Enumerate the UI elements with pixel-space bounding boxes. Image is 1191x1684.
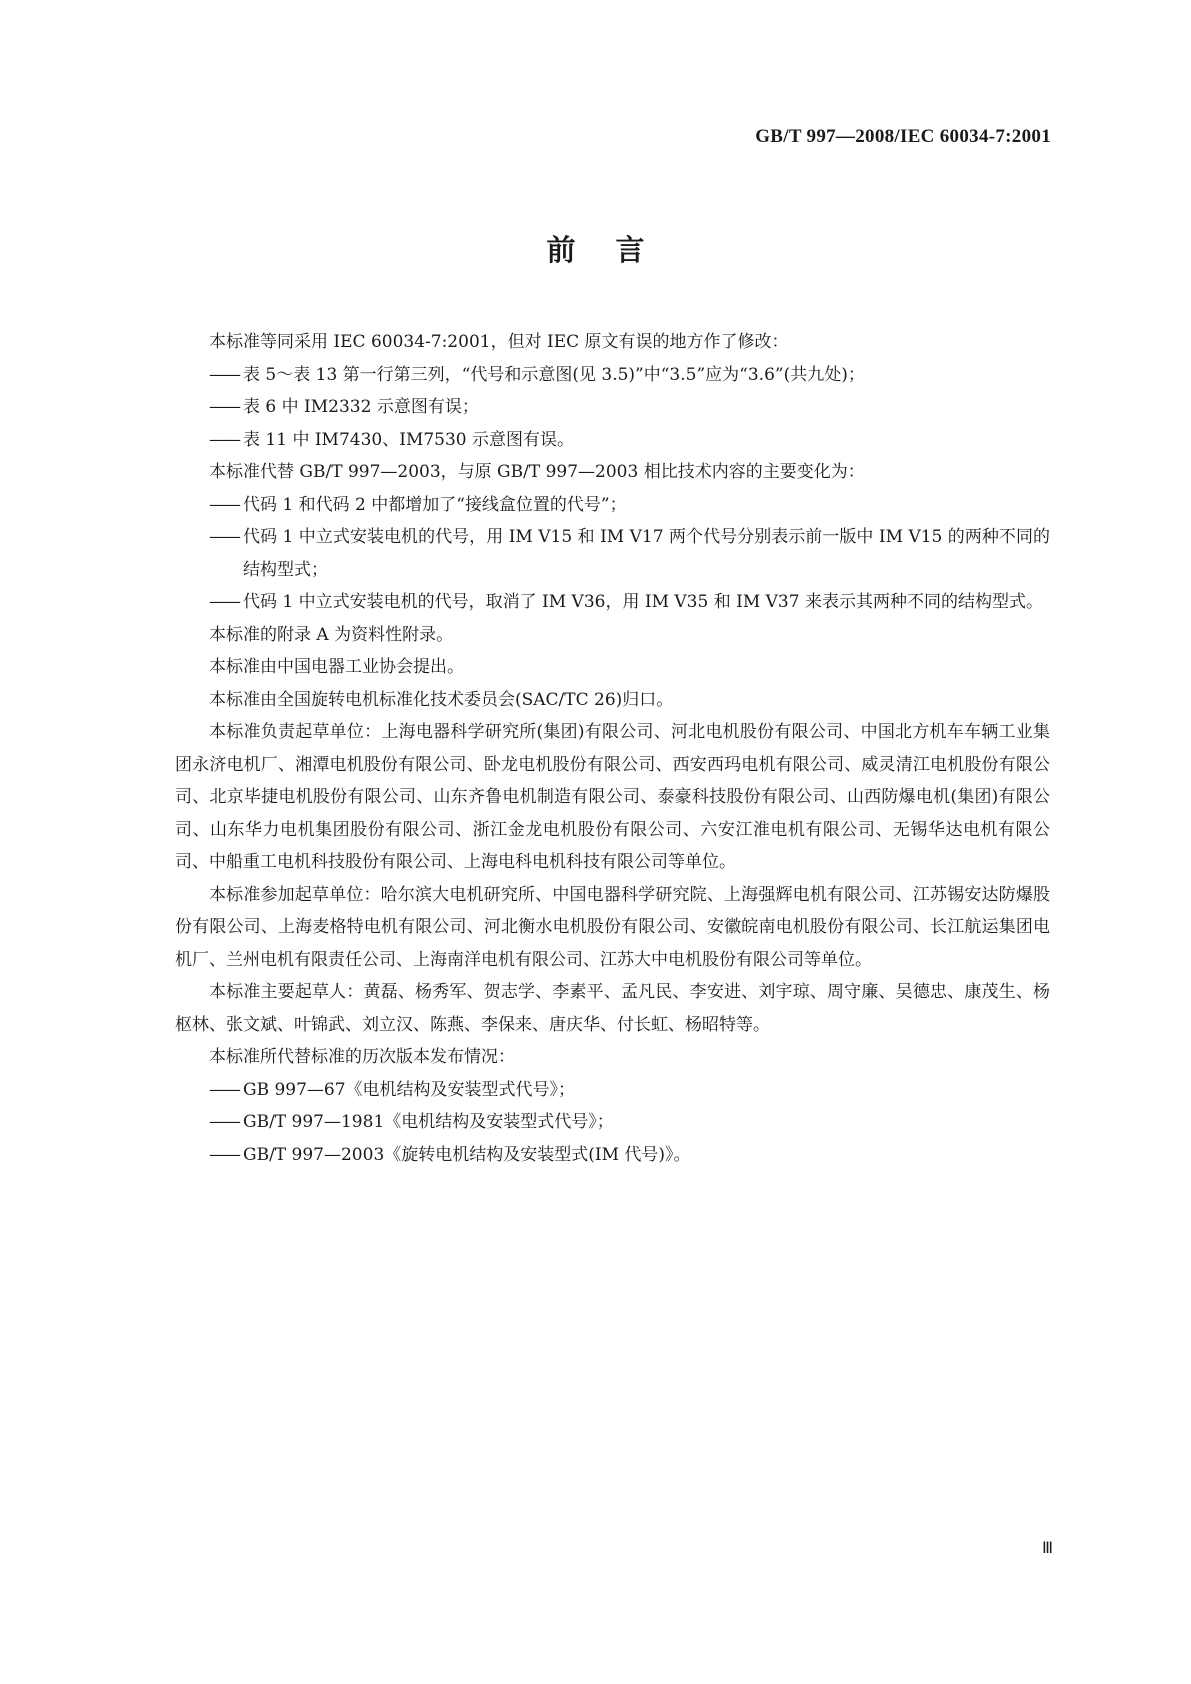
paragraph-text: 本标准所代替标准的历次版本发布情况：	[209, 1047, 515, 1067]
list-item	[175, 391, 1050, 424]
dash-marker: ——	[209, 429, 239, 450]
paragraph-text: 本标准代替 GB/T 997—2003，与原 GB/T 997—2003 相比技术内容的主要变化为：	[209, 462, 865, 482]
list-item	[175, 424, 1050, 457]
list-item	[175, 521, 1050, 586]
paragraph	[175, 651, 1050, 684]
list-item-text: 表 6 中 IM2332 示意图有误；	[243, 397, 479, 417]
list-item	[175, 489, 1050, 522]
paragraph	[175, 976, 1050, 1041]
standard-number: GB/T 997—2008/IEC 60034-7:2001	[755, 126, 1051, 147]
list-item-text: 表 5～表 13 第一行第三列，“代号和示意图(见 3.5)”中“3.5”应为“3.6”(共九处)；	[243, 364, 865, 385]
dash-marker: ——	[209, 1112, 239, 1132]
list-item	[175, 1139, 1050, 1172]
list-item-text: GB/T 997—1981《电机结构及安装型式代号》；	[243, 1112, 614, 1132]
paragraph	[175, 879, 1050, 977]
dash-marker: ——	[209, 397, 239, 417]
list-item-text: GB 997—67《电机结构及安装型式代号》；	[243, 1079, 576, 1100]
paragraph-text: 本标准等同采用 IEC 60034-7:2001，但对 IEC 原文有误的地方作了修改：	[209, 332, 789, 352]
dash-marker: ——	[209, 527, 239, 547]
paragraph	[175, 716, 1050, 879]
paragraph	[175, 1041, 1050, 1074]
list-item-text: 代码 1 中立式安装电机的代号，用 IM V15 和 IM V17 两个代号分别表示前一版中 IM V15 的两种不同的结构型式；	[243, 527, 1050, 580]
paragraph-text: 本标准主要起草人：黄磊、杨秀军、贺志学、李素平、孟凡民、李安进、刘宇琼、周守廉、吴德忠、康茂生、杨枢林、张文斌、叶锦武、刘立汉、陈燕、李保来、唐庆华、付长虹、杨昭特等。	[175, 982, 1050, 1035]
paragraph-text: 本标准负责起草单位：上海电器科学研究所(集团)有限公司、河北电机股份有限公司、中国北方机车车辆工业集团永济电机厂、湘潭电机股份有限公司、卧龙电机股份有限公司、西安西玛电机有限公司、威灵清江电机股份有限公司、北京毕捷电机股份有限公司、山东齐鲁电机制造有限公司、泰豪科技股份有限公司、山西防爆电机(集团)有限公司、山东华力电机集团股份有限公司、浙江金龙电机股份有限公司、六安江淮电机有限公司、无锡华达电机有限公司、中船重工电机科技股份有限公司、上海电科电机科技有限公司等单位。	[175, 722, 1050, 872]
paragraph-text: 本标准的附录 A 为资料性附录。	[209, 624, 454, 645]
paragraph	[175, 619, 1050, 652]
foreword-body	[175, 326, 1050, 1171]
paragraph-text: 本标准参加起草单位：哈尔滨大电机研究所、中国电器科学研究院、上海强辉电机有限公司、江苏锡安达防爆股份有限公司、上海麦格特电机有限公司、河北衡水电机股份有限公司、安徽皖南电机股份有限公司、长江航运集团电机厂、兰州电机有限责任公司、上海南洋电机有限公司、江苏大中电机股份有限公司等单位。	[175, 884, 1050, 970]
paragraph	[175, 684, 1050, 717]
list-item-text: 代码 1 和代码 2 中都增加了“接线盒位置的代号”；	[243, 494, 627, 515]
paragraph	[175, 456, 1050, 489]
list-item	[175, 359, 1050, 392]
list-item	[175, 586, 1050, 619]
paragraph-text: 本标准由全国旋转电机标准化技术委员会(SAC/TC 26)归口。	[209, 689, 674, 710]
dash-marker: ——	[209, 364, 239, 385]
dash-marker: ——	[209, 1144, 239, 1165]
page-number: Ⅲ	[1041, 1540, 1053, 1557]
page-title: 前言	[546, 233, 685, 267]
list-item	[175, 1074, 1050, 1107]
list-item-text: 代码 1 中立式安装电机的代号，取消了 IM V36，用 IM V35 和 IM V37 来表示其两种不同的结构型式。	[243, 592, 1043, 612]
paragraph-text: 本标准由中国电器工业协会提出。	[209, 657, 464, 677]
list-item	[175, 1106, 1050, 1139]
list-item-text: GB/T 997—2003《旋转电机结构及安装型式(IM 代号)》。	[243, 1144, 691, 1165]
dash-marker: ——	[209, 592, 239, 612]
list-item-text: 表 11 中 IM7430、IM7530 示意图有误。	[243, 429, 575, 450]
dash-marker: ——	[209, 1079, 239, 1100]
dash-marker: ——	[209, 494, 239, 515]
paragraph	[175, 326, 1050, 359]
